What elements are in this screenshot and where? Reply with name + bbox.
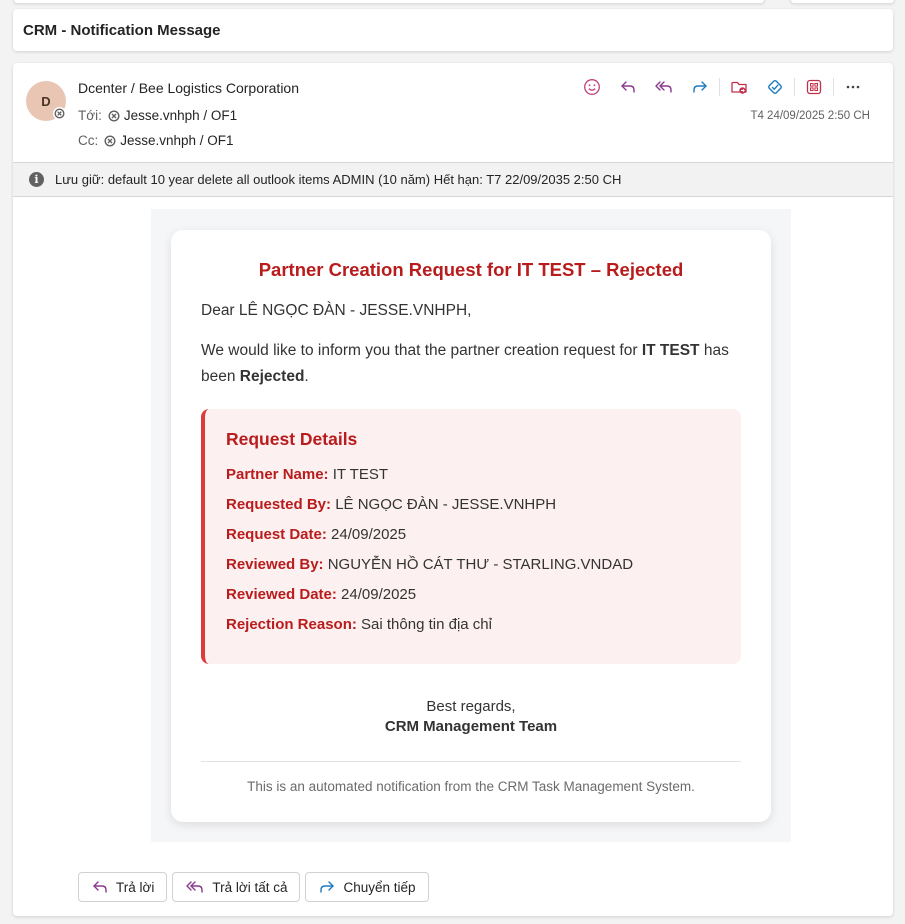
previous-message-stub-right — [790, 0, 895, 4]
detail-key: Partner Name: — [226, 466, 329, 483]
email-title — [201, 259, 741, 281]
detail-row — [226, 460, 720, 490]
recipient-status-icon — [104, 135, 116, 147]
detail-key: Request Date: — [226, 526, 327, 543]
inform-text-2: has been — [201, 342, 729, 385]
detail-key: Requested By: — [226, 496, 332, 513]
smiley-icon[interactable] — [574, 76, 610, 98]
footer-divider — [201, 761, 741, 762]
toolbar-divider — [833, 78, 834, 96]
detail-row — [226, 490, 720, 520]
forward-icon — [318, 879, 336, 895]
to-row — [78, 108, 237, 123]
toolbar-divider — [794, 78, 795, 96]
inform-partner: IT TEST — [641, 342, 700, 359]
team-name: CRM Management Team — [384, 718, 558, 735]
detail-value: 24/09/2025 — [326, 526, 407, 543]
inform-text-1: We would like to inform you that the partner creation request for — [201, 342, 642, 359]
automated-note: This is an automated notification from the CRM Task Management System. — [247, 779, 695, 794]
detail-value: NGUYỄN HỒ CÁT THƯ - STARLING.VNDAD — [323, 556, 634, 573]
cc-row — [78, 133, 234, 148]
cc-recipient-name: Jesse.vnhph / OF1 — [120, 133, 234, 148]
email-body-frame — [151, 209, 791, 842]
detail-value: IT TEST — [328, 466, 389, 483]
cc-label: Cc: — [78, 133, 99, 148]
detail-key: Reviewed Date: — [226, 586, 337, 603]
cc-recipient[interactable] — [104, 133, 233, 148]
detail-row — [226, 610, 720, 640]
more-icon[interactable] — [835, 76, 871, 98]
subject-bar — [13, 9, 893, 51]
reply-actions — [78, 872, 429, 902]
reply-label: Trả lời — [116, 879, 155, 895]
details-title: Request Details — [226, 429, 358, 449]
detail-value: LÊ NGỌC ĐÀN - JESSE.VNHPH — [331, 496, 557, 513]
detail-row — [226, 520, 720, 550]
forward-label: Chuyển tiếp — [343, 879, 416, 895]
move-folder-icon[interactable] — [721, 76, 757, 98]
reply-all-label: Trả lời tất cả — [212, 879, 288, 895]
inform-text-3: . — [304, 368, 309, 385]
recipient-status-icon — [108, 110, 120, 122]
reply-button[interactable] — [78, 872, 167, 902]
email-title-prefix: Partner Creation Request for — [258, 259, 517, 280]
signature — [201, 697, 741, 737]
forward-icon[interactable] — [682, 76, 718, 98]
retention-banner — [13, 162, 893, 197]
regards-text: Best regards, — [426, 698, 516, 715]
email-title-partner: IT TEST — [516, 259, 586, 280]
forward-button[interactable] — [305, 872, 428, 902]
detail-value: Sai thông tin địa chỉ — [356, 616, 492, 633]
reply-all-icon — [185, 879, 205, 895]
message-timestamp: T4 24/09/2025 2:50 CH — [750, 110, 870, 122]
inform-paragraph — [201, 338, 741, 390]
share-icon[interactable] — [757, 76, 793, 98]
reply-all-button[interactable] — [172, 872, 300, 902]
to-recipient[interactable] — [108, 108, 237, 123]
sender-name[interactable]: Dcenter / Bee Logistics Corporation — [78, 80, 299, 96]
inform-status: Rejected — [239, 368, 305, 385]
reply-icon[interactable] — [610, 76, 646, 98]
reply-all-icon[interactable] — [646, 76, 682, 98]
previous-message-stub — [13, 0, 765, 4]
detail-key: Rejection Reason: — [226, 616, 357, 633]
detail-row — [226, 580, 720, 610]
reply-icon — [91, 879, 109, 895]
request-details-box — [201, 409, 741, 664]
email-content-card — [171, 230, 771, 822]
to-label: Tới: — [78, 108, 102, 123]
avatar-initial: D — [41, 93, 51, 109]
message-card — [13, 63, 893, 916]
subject-title: CRM - Notification Message — [23, 21, 221, 39]
greeting: Dear LÊ NGỌC ĐÀN - JESSE.VNHPH, — [201, 302, 472, 319]
presence-status-icon — [53, 107, 66, 120]
detail-value: 24/09/2025 — [336, 586, 417, 603]
message-toolbar — [574, 76, 871, 98]
detail-row — [226, 550, 720, 580]
to-recipient-name: Jesse.vnhph / OF1 — [123, 108, 238, 123]
info-icon: i — [29, 172, 44, 187]
apps-icon[interactable] — [796, 76, 832, 98]
retention-text: Lưu giữ: default 10 year delete all outlook items ADMIN (10 năm) Hết hạn: T7 22/09/2035 2:50 CH — [55, 172, 622, 187]
email-title-status: – Rejected — [585, 259, 684, 280]
toolbar-divider — [719, 78, 720, 96]
detail-key: Reviewed By: — [226, 556, 324, 573]
